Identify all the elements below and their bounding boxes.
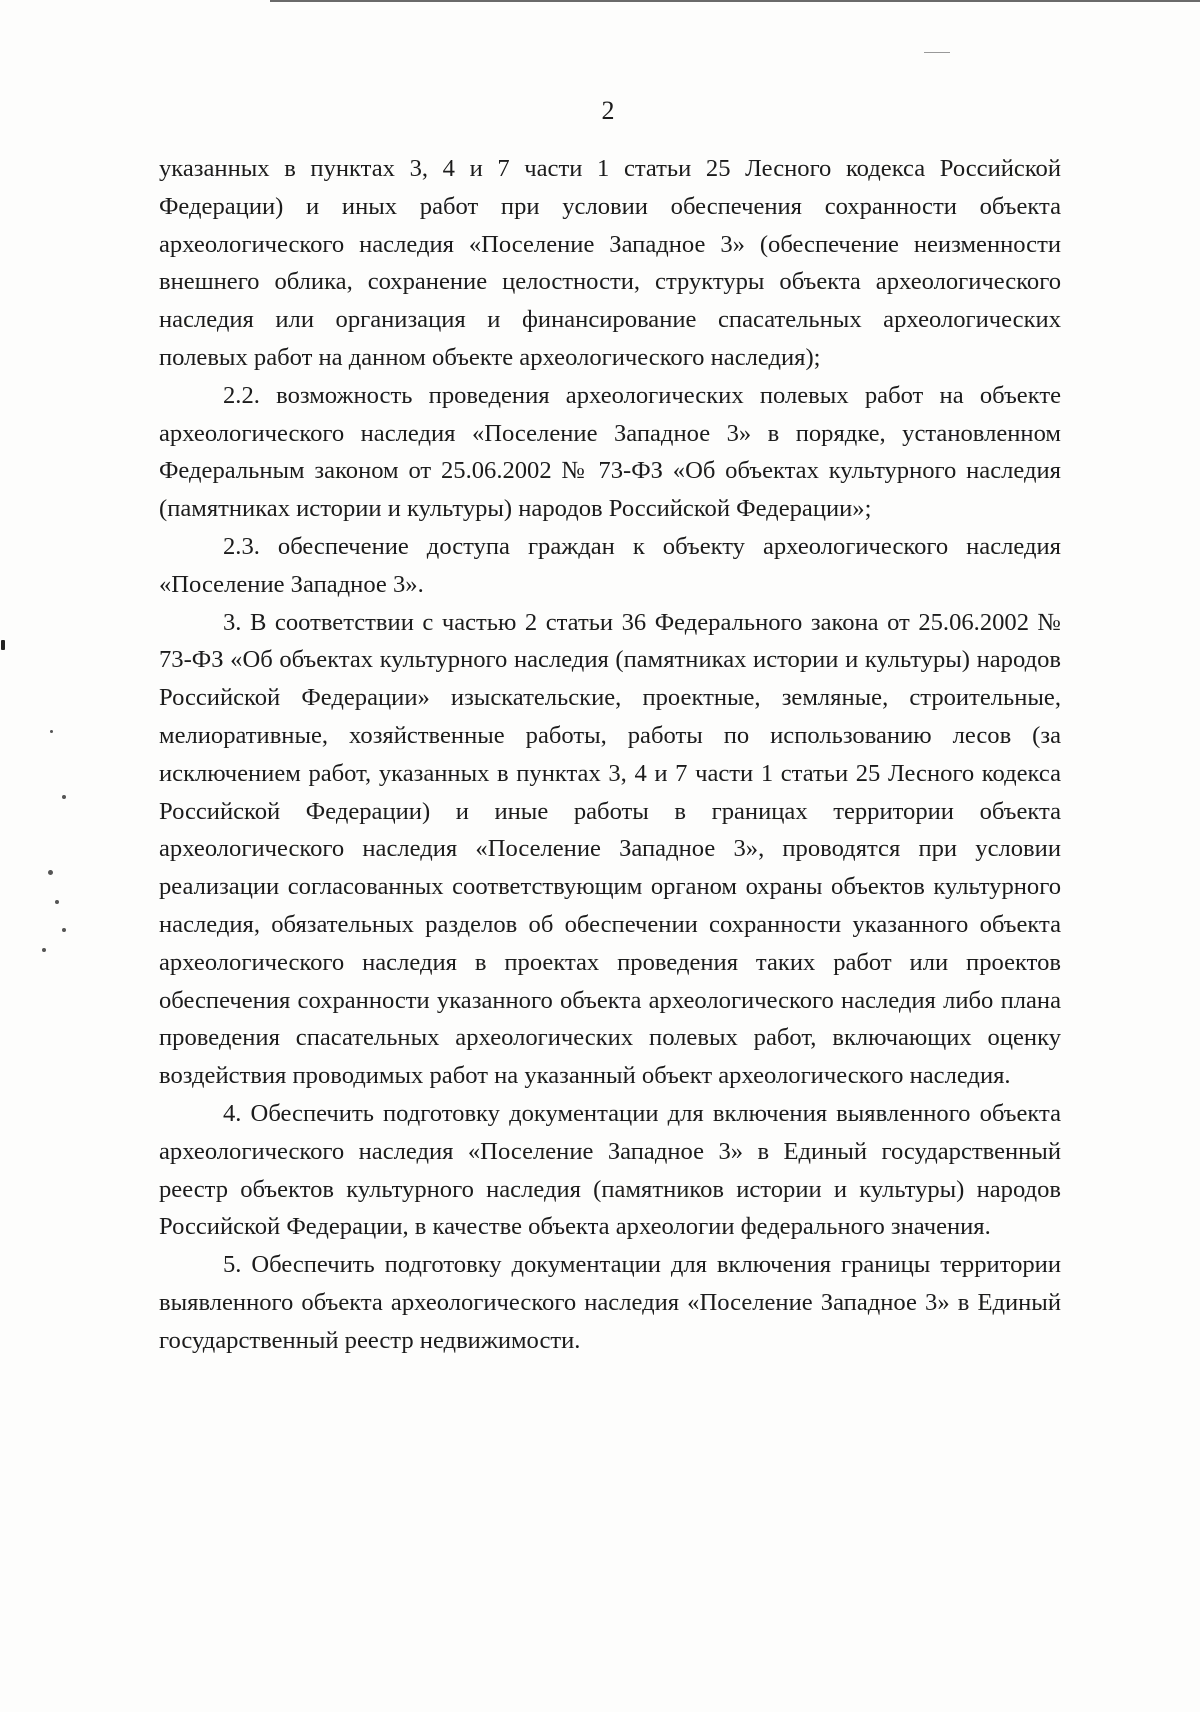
top-border-line xyxy=(270,0,1200,2)
paragraph-4: 4. Обеспечить подготовку документации для включения выявленного объекта археологического наследия «Поселение Западное 3» в Единый государственный реестр объектов культурного наследия (памятников истории и культуры) народов Российской Федерации, в качестве объекта археологии федерального значения. xyxy=(159,1099,1061,1241)
paragraph-5: 5. Обеспечить подготовку документации для включения границы территории выявленного объекта археологического наследия «Поселение Западное 3» в Единый государственный реестр недвижимости. xyxy=(159,1251,1061,1354)
paragraph-2-3: 2.3. обеспечение доступа граждан к объекту археологического наследия «Поселение Западное 3». xyxy=(159,532,1061,598)
document-body xyxy=(159,150,1061,1360)
paragraph-3: 3. В соответствии с частью 2 статьи 36 Федерального закона от 25.06.2002 № 73-ФЗ «Об объектах культурного наследия (памятниках истории и культуры) народов Российской Федерации» изыскательские, проектные, земляные, строительные, мелиоративные, хозяйственные работы, работы по использованию лесов (за исключением работ, указанных в пунктах 3, 4 и 7 части 1 статьи 25 Лесного кодекса Российской Федерации) и иные работы в границах территории объекта археологического наследия «Поселение Западное 3», проводятся при условии реализации согласованных соответствующим органом охраны объектов культурного наследия, обязательных разделов об обеспечении сохранности указанного объекта археологического наследия в проектах проведения таких работ или проектов обеспечения сохранности указанного объекта археологического наследия либо плана проведения спасательных археологических полевых работ, включающих оценку воздействия проводимых работ на указанный объект археологического наследия. xyxy=(159,608,1061,1090)
page-number: 2 xyxy=(601,96,615,125)
paragraph-2-2: 2.2. возможность проведения археологических полевых работ на объекте археологического наследия «Поселение Западное 3» в порядке, установленном Федеральным законом от 25.06.2002 № 73-ФЗ «Об объектах культурного наследия (памятниках истории и культуры) народов Российской Федерации»; xyxy=(159,381,1061,523)
paragraph-1-continuation: указанных в пунктах 3, 4 и 7 части 1 статьи 25 Лесного кодекса Российской Федерации) и иных работ при условии обеспечения сохранности объекта археологического наследия «Поселение Западное 3» (обеспечение неизменности внешнего облика, сохранение целостности, структуры объекта археологического наследия или организация и финансирование спасательных археологических полевых работ на данном объекте археологического наследия); xyxy=(159,155,1061,371)
